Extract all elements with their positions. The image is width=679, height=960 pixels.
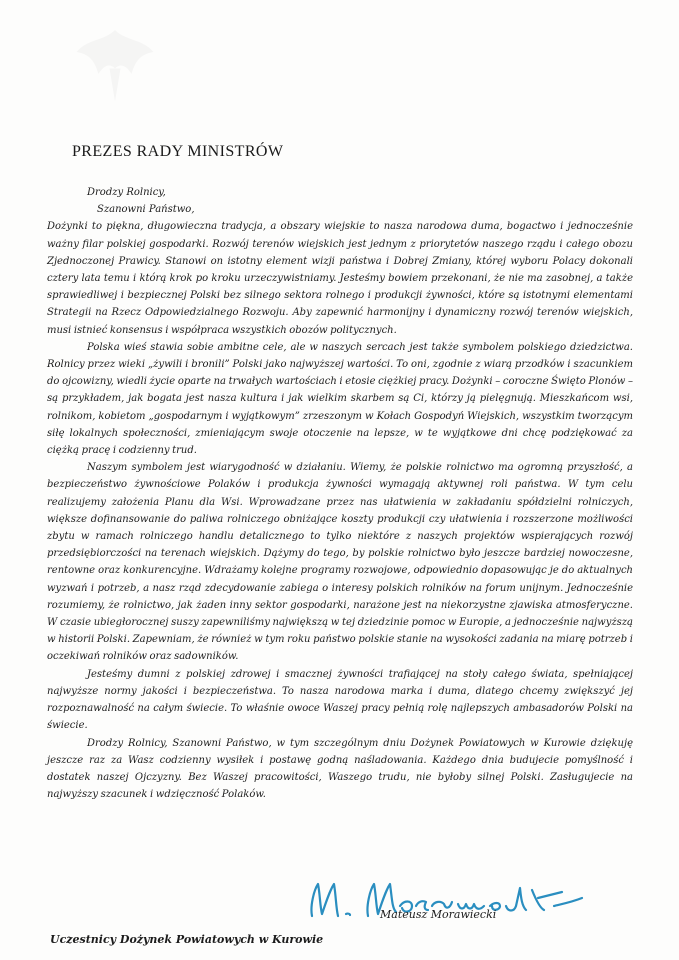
salutation-line: Szanowni Państwo, (97, 204, 195, 216)
letter-paragraph: Dożynki to piękna, długowieczna tradycja, a obszary wiejskie to nasza narodowa duma, bogactwo i jednocześnie ważny filar polskiej gospodarki. Rozwój terenów wiejskich jest jednym z priorytetów naszego rządu i całego obozu Zjednoczonej Prawicy. Stanowi on istotny element wizji państwa i Dobrej Zmiany, której wyboru Polacy dokonali cztery lata temu i którą krok po kroku urzeczywistniamy. Jesteśmy bowiem przekonani, że nie ma zasobnej, a także sprawiedliwej i bezpiecznej Polski bez silnego sektora rolnego i produkcji żywności, które są istotnymi elementami Strategii na Rzecz Odpowiedzialnego Rozwoju. Aby zapewnić harmonijny i dynamiczny rozwój terenów wiejskich, musi istnieć konsensus i współpraca wszystkich obozów politycznych. (47, 221, 633, 336)
letter-paragraph: Naszym symbolem jest wiarygodność w działaniu. Wiemy, że polskie rolnictwo ma ogromną przyszłość, a bezpieczeństwo żywnościowe Polaków i produkcja żywności wymagają aktywnej roli państwa. W tym celu realizujemy założenia Planu dla Wsi. Wprowadzane przez nas ułatwienia w zakładaniu spółdzielni rolniczych, większe dofinansowanie do paliwa rolniczego obniżające koszty produkcji czy ułatwienia i rozszerzone możliwości zbytu w ramach rolniczego handlu detalicznego to tylko niektóre z naszych projektów wspierających rozwój przedsiębiorczości na terenach wiejskich. Dążymy do tego, by polskie rolnictwo było jeszcze bardziej nowoczesne, rentowne oraz konkurencyjne. Wdrażamy kolejne programy rozwojowe, odpowiednio dopasowując je do aktualnych wyzwań i potrzeb, a nasz rząd zdecydowanie zabiega o interesy polskich rolników na forum unijnym. Jednocześnie rozumiemy, że rolnictwo, jak żaden inny sektor gospodarki, narażone jest na niekorzystne zjawiska atmosferyczne. W czasie ubiegłorocznej suszy zapewniliśmy największą w tej dziedzinie pomoc w Europie, a jednocześnie najwyższą w historii Polski. Zapewniam, że również w tym roku państwo polskie stanie na wysokości zadania na miarę potrzeb i oczekiwań rolników oraz sadowników. (47, 462, 633, 663)
signer-name: Mateusz Morawiecki (380, 908, 497, 921)
letter-body (47, 184, 633, 803)
letterhead-title: PREZES RADY MINISTRÓW (72, 143, 284, 160)
letter-paragraph: Polska wieś stawia sobie ambitne cele, ale w naszych sercach jest także symbolem polskiego dziedzictwa. Rolnicy przez wieki „żywili i bronili” Polski jako najwyższej wartości. To oni, zgodnie z wiarą przodków i szacunkiem do ojcowizny, wiedli życie oparte na trwałych wartościach i etosie ciężkiej pracy. Dożynki – coroczne Święto Plonów – są przykładem, jak bogata jest nasza kultura i jak wielkim skarbem są Ci, którzy ją pielęgnują. Mieszkańcom wsi, rolnikom, kobietom „gospodarnym i wyjątkowym” zrzeszonym w Kołach Gospodyń Wiejskich, wszystkim tworzącym siłę lokalnych społeczności, zmieniającym swoje otoczenie na lepsze, w te wyjątkowe dni chcę podziękować za ciężką pracę i codzienny trud. (47, 341, 633, 457)
eagle-emblem-watermark (60, 8, 170, 118)
letter-paragraph: Drodzy Rolnicy, Szanowni Państwo, w tym szczególnym dniu Dożynek Powiatowych w Kurowie dziękuję jeszcze raz za Wasz codzienny wysiłek i postawę godną naśladowania. Każdego dnia budujecie pomyślność i dostatek naszej Ojczyzny. Bez Waszej pracowitości, Waszego trudu, nie byłoby silnej Polski. Zasługujecie na najwyższy szacunek i wdzięczność Polaków. (47, 737, 633, 801)
letter-addressee: Uczestnicy Dożynek Powiatowych w Kurowie (50, 933, 324, 946)
salutation-line: Drodzy Rolnicy, (87, 187, 166, 198)
letter-paragraph: Jesteśmy dumni z polskiej zdrowej i smacznej żywności trafiającej na stoły całego świata, spełniającej najwyższe normy jakości i bezpieczeństwa. To nasza narodowa marka i duma, dlatego chcemy zwiększyć jej rozpoznawalność na całym świecie. To właśnie owoce Waszej pracy pełnią rolę najlepszych ambasadorów Polski na świecie. (47, 668, 633, 732)
